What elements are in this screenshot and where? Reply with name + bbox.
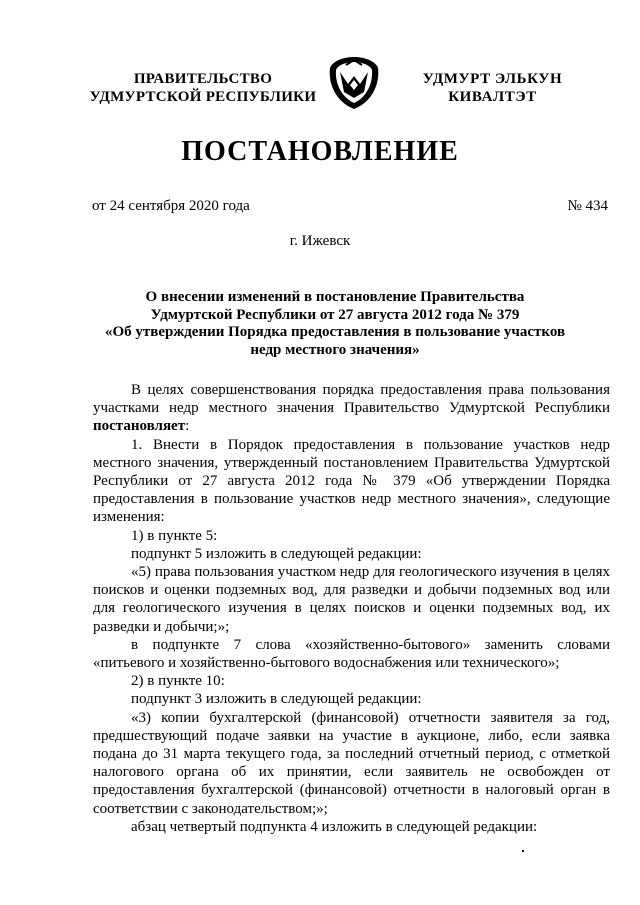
paragraph-subpoint-5-text: «5) права пользования участком недр для геологического изучения в целях поисков и оценки подземных вод, для разведки и добычи подземных вод или для геологического изучения в целях поисков и оценки подземных вод, их разведки и добычи;»; bbox=[93, 564, 610, 635]
title-line-4: недр местного значения» bbox=[250, 341, 420, 358]
title-line-1: О внесении изменений в постановление Правительства bbox=[145, 289, 525, 305]
paragraph-subitem-1: 1) в пункте 5: bbox=[131, 527, 218, 544]
issuer-line-1: ПРАВИТЕЛЬСТВО bbox=[133, 71, 273, 87]
decision-keyword: постановляет bbox=[93, 418, 186, 435]
preamble-colon: : bbox=[185, 418, 190, 435]
scan-speck bbox=[522, 850, 524, 852]
document-title bbox=[95, 289, 575, 359]
paragraph-subpoint-5-intro: подпункт 5 изложить в следующей редакции: bbox=[131, 545, 422, 562]
paragraph-subpoint-4-intro: абзац четвертый подпункта 4 изложить в следующей редакции: bbox=[131, 818, 538, 835]
document-type-heading: ПОСТАНОВЛЕНИЕ bbox=[181, 136, 459, 167]
document-number: № 434 bbox=[567, 198, 608, 214]
paragraph-subpoint-3-intro: подпункт 3 изложить в следующей редакции: bbox=[131, 691, 422, 708]
issuer-udmurt-line-1: УДМУРТ ЭЛЬКУН bbox=[422, 71, 563, 87]
issuer-name-russian bbox=[78, 70, 328, 106]
document-body bbox=[93, 381, 610, 836]
paragraph-subpoint-7: в подпункте 7 слова «хозяйственно-бытового» заменить словами «питьевого и хозяйственно-бытового водоснабжения или технического»; bbox=[93, 636, 610, 672]
document-date: от 24 сентября 2020 года bbox=[92, 198, 250, 214]
paragraph-item-1: 1. Внести в Порядок предоставления в пользование участков недр местного значения, утвержденный постановлением Правительства Удмуртской Республики от 27 августа 2012 года № 379 «Об утверждении Порядка предоставления в пользование участков недр местного значения», следующие изменения: bbox=[93, 436, 610, 526]
paragraph-subitem-2: 2) в пункте 10: bbox=[131, 673, 225, 690]
document-city: г. Ижевск bbox=[289, 233, 351, 249]
issuer-udmurt-line-2: КИВАЛТЭТ bbox=[448, 89, 537, 105]
paragraph-subpoint-3-text: «3) копии бухгалтерской (финансовой) отчетности заявителя за год, предшествующий подаче заявки на участие в аукционе, либо, если заявка подана до 31 марта текущего года, за последний отчетный период, с отметкой налогового органа об их принятии, если заявитель не освобожден от предоставления бухгалтерской (финансовой) отчетности в налоговый орган в соответствии с законодательством;»; bbox=[93, 709, 610, 817]
title-line-3: «Об утверждении Порядка предоставления в пользование участков bbox=[104, 324, 566, 340]
coat-of-arms-icon bbox=[326, 54, 382, 112]
issuer-name-udmurt bbox=[405, 70, 580, 106]
preamble-text: В целях совершенствования порядка предоставления права пользования участками недр местного значения Правительство Удмуртской Республики bbox=[93, 382, 610, 417]
issuer-line-2: УДМУРТСКОЙ РЕСПУБЛИКИ bbox=[89, 89, 317, 105]
title-line-2: Удмуртской Республики от 27 августа 2012 года № 379 bbox=[150, 306, 520, 323]
preamble-paragraph bbox=[93, 381, 610, 436]
